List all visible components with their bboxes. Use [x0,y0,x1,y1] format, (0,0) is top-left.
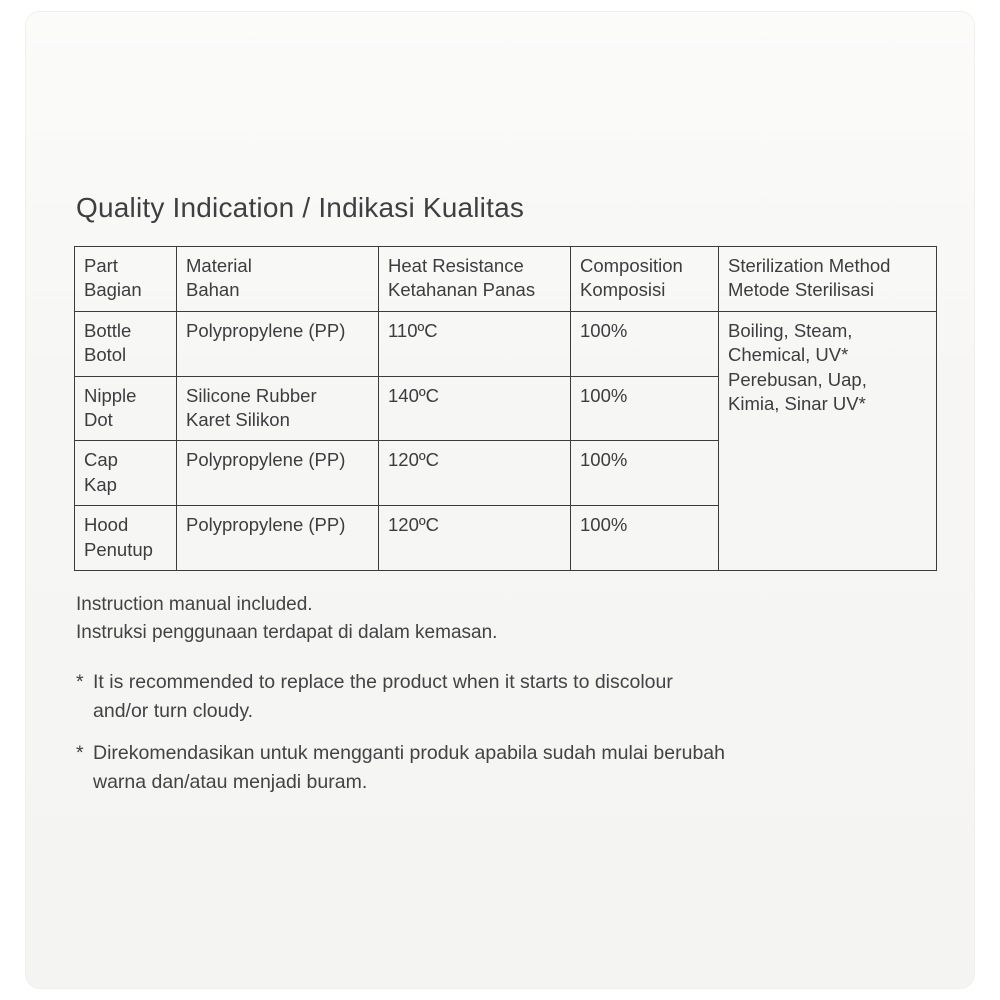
cell-part [75,441,177,506]
column-header-heat-resistance [379,247,571,312]
cell-part-en: Cap [84,449,118,471]
table-header-row [75,247,937,312]
cell-heat: 110ºC [379,311,571,376]
column-header-material-id: Bahan [186,279,240,301]
column-header-composition-en: Composition [580,255,683,276]
cell-sterilization-method [719,311,937,570]
cell-material [177,506,379,571]
cell-material [177,441,379,506]
cell-material-en: Polypropylene (PP) [186,319,346,341]
cell-heat: 140ºC [379,376,571,441]
column-header-material-en: Material [186,255,252,276]
footnote-id-line1: Direkomendasikan untuk mengganti produk apabila sudah mulai berubah [93,741,725,764]
footnote-id-text [93,739,964,798]
label-content [74,192,964,809]
cell-material-en: Polypropylene (PP) [186,449,346,471]
cell-part [75,311,177,376]
page-title: Quality Indication / Indikasi Kualitas [76,192,525,223]
footnote-id-line2: warna dan/atau menjadi buram. [93,770,368,793]
cell-material-en: Polypropylene (PP) [186,514,346,536]
column-header-sterilization [719,247,937,312]
cell-part [75,376,177,441]
column-header-composition-id: Komposisi [580,279,666,301]
cell-heat: 120ºC [379,441,571,506]
instruction-notes [76,591,964,646]
column-header-sterilization-en: Sterilization Method [728,255,891,276]
asterisk-icon: * [76,741,84,764]
sterilization-en-line2: Chemical, UV* [728,344,849,366]
cell-material-en: Silicone Rubber [186,384,317,406]
footnote-en-line1: It is recommended to replace the product when it starts to discolour [93,671,673,694]
cell-part [75,506,177,571]
footnote-en-line2: and/or turn cloudy. [93,700,254,723]
cell-composition: 100% [571,311,719,376]
footnote-en-text [93,668,964,727]
asterisk-icon: * [76,671,84,694]
cell-composition: 100% [571,506,719,571]
column-header-sterilization-id: Metode Sterilisasi [728,279,875,301]
cell-composition: 100% [571,441,719,506]
sterilization-id-line1: Perebusan, Uap, [728,368,867,390]
table-row [75,311,937,376]
product-label-card [26,12,974,988]
sterilization-id-line2: Kimia, Sinar UV* [728,393,866,415]
footnote-en [76,668,964,727]
cell-part-id: Penutup [84,538,153,560]
column-header-part-en: Part [84,255,118,276]
instruction-note-en: Instruction manual included. [76,594,313,616]
footnote-id [76,739,964,798]
column-header-heat-id: Ketahanan Panas [388,279,536,301]
column-header-composition [571,247,719,312]
cell-heat: 120ºC [379,506,571,571]
column-header-material [177,247,379,312]
cell-material [177,311,379,376]
cell-part-id: Botol [84,344,127,366]
cell-part-en: Bottle [84,319,132,341]
cell-part-id: Kap [84,473,117,495]
instruction-note-id: Instruksi penggunaan terdapat di dalam kemasan. [76,621,498,643]
cell-part-en: Hood [84,514,129,536]
sterilization-en-line1: Boiling, Steam, [728,319,853,341]
cell-material [177,376,379,441]
cell-part-id: Dot [84,409,113,431]
quality-indication-table [74,246,937,571]
footnotes [76,668,964,797]
column-header-part [75,247,177,312]
column-header-part-id: Bagian [84,279,142,301]
column-header-heat-en: Heat Resistance [388,255,524,276]
cell-composition: 100% [571,376,719,441]
cell-part-en: Nipple [84,384,137,406]
cell-material-id: Karet Silikon [186,409,290,431]
